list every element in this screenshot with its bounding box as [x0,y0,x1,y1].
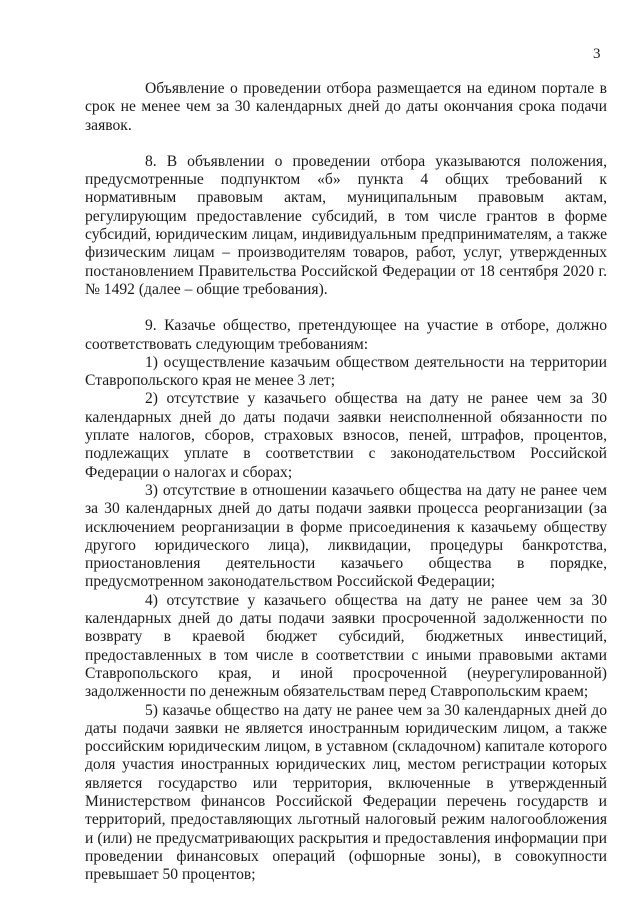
requirement-1: 1) осуществление казачьим обществом деятельности на территории Ставропольского края не менее 3 лет; [85,353,607,390]
paragraph-9: 9. Казачье общество, претендующее на участие в отборе, должно соответствовать следующим требованиям: [85,317,607,353]
page-number: 3 [593,46,601,62]
requirement-3: 3) отсутствие в отношении казачьего общества на дату не ранее чем за 30 календарных дней до даты подачи заявки процесса реорганизации (за исключением реорганизации в форме присоединения к казачьему обществу другого юридического лица), ликвидации, процедуры банкротства, приостановления деятельности казачьего общества в порядке, предусмотренном законодательством Российской Федерации; [85,481,607,591]
paragraph-8: 8. В объявлении о проведении отбора указываются положения, предусмотренные подпунктом «б» пункта 4 общих требований к нормативным правовым актам, муниципальным правовым актам, регулирующим предоставление субсидий, в том числе грантов в форме субсидий, юридическим лицам, индивидуальным предпринимателям, а также физическим лицам – производителям товаров, работ, услуг, утвержденных постановлением Правительства Российской Федерации от 18 сентября 2020 г. № 1492 (далее – общие требования). [85,152,607,298]
paragraph-gap [85,299,607,317]
requirement-4: 4) отсутствие у казачьего общества на дату не ранее чем за 30 календарных дней до даты подачи заявки просроченной задолженности по возврату в краевой бюджет субсидий, бюджетных инвестиций, предоставленных в том числе в соответствии с иными правовыми актами Ставропольского края, и иной просроченной (неурегулированной) задолженности по денежным обязательствам перед Ставропольским краем; [85,591,607,701]
paragraph-announcement: Объявление о проведении отбора размещается на едином портале в срок не менее чем за 30 календарных дней до даты окончания срока подачи заявок. [85,80,607,134]
requirement-2: 2) отсутствие у казачьего общества на дату не ранее чем за 30 календарных дней до даты подачи заявки неисполненной обязанности по уплате налогов, сборов, страховых взносов, пеней, штрафов, процентов, подлежащих уплате в соответствии с законодательством Российской Федерации о налогах и сборах; [85,390,607,481]
paragraph-gap [85,135,607,153]
document-body [85,80,607,884]
requirement-5: 5) казачье общество на дату не ранее чем за 30 календарных дней до даты подачи заявки не является иностранным юридическим лицом, а также российским юридическим лицом, в уставном (складочном) капитале которого доля участия иностранных юридических лиц, местом регистрации которых является государство или территория, включенные в утвержденный Министерством финансов Российской Федерации перечень государств и территорий, предоставляющих льготный налоговый режим налогообложения и (или) не предусматривающих раскрытия и предоставления информации при проведении финансовых операций (офшорные зоны), в совокупности превышает 50 процентов; [85,701,607,884]
